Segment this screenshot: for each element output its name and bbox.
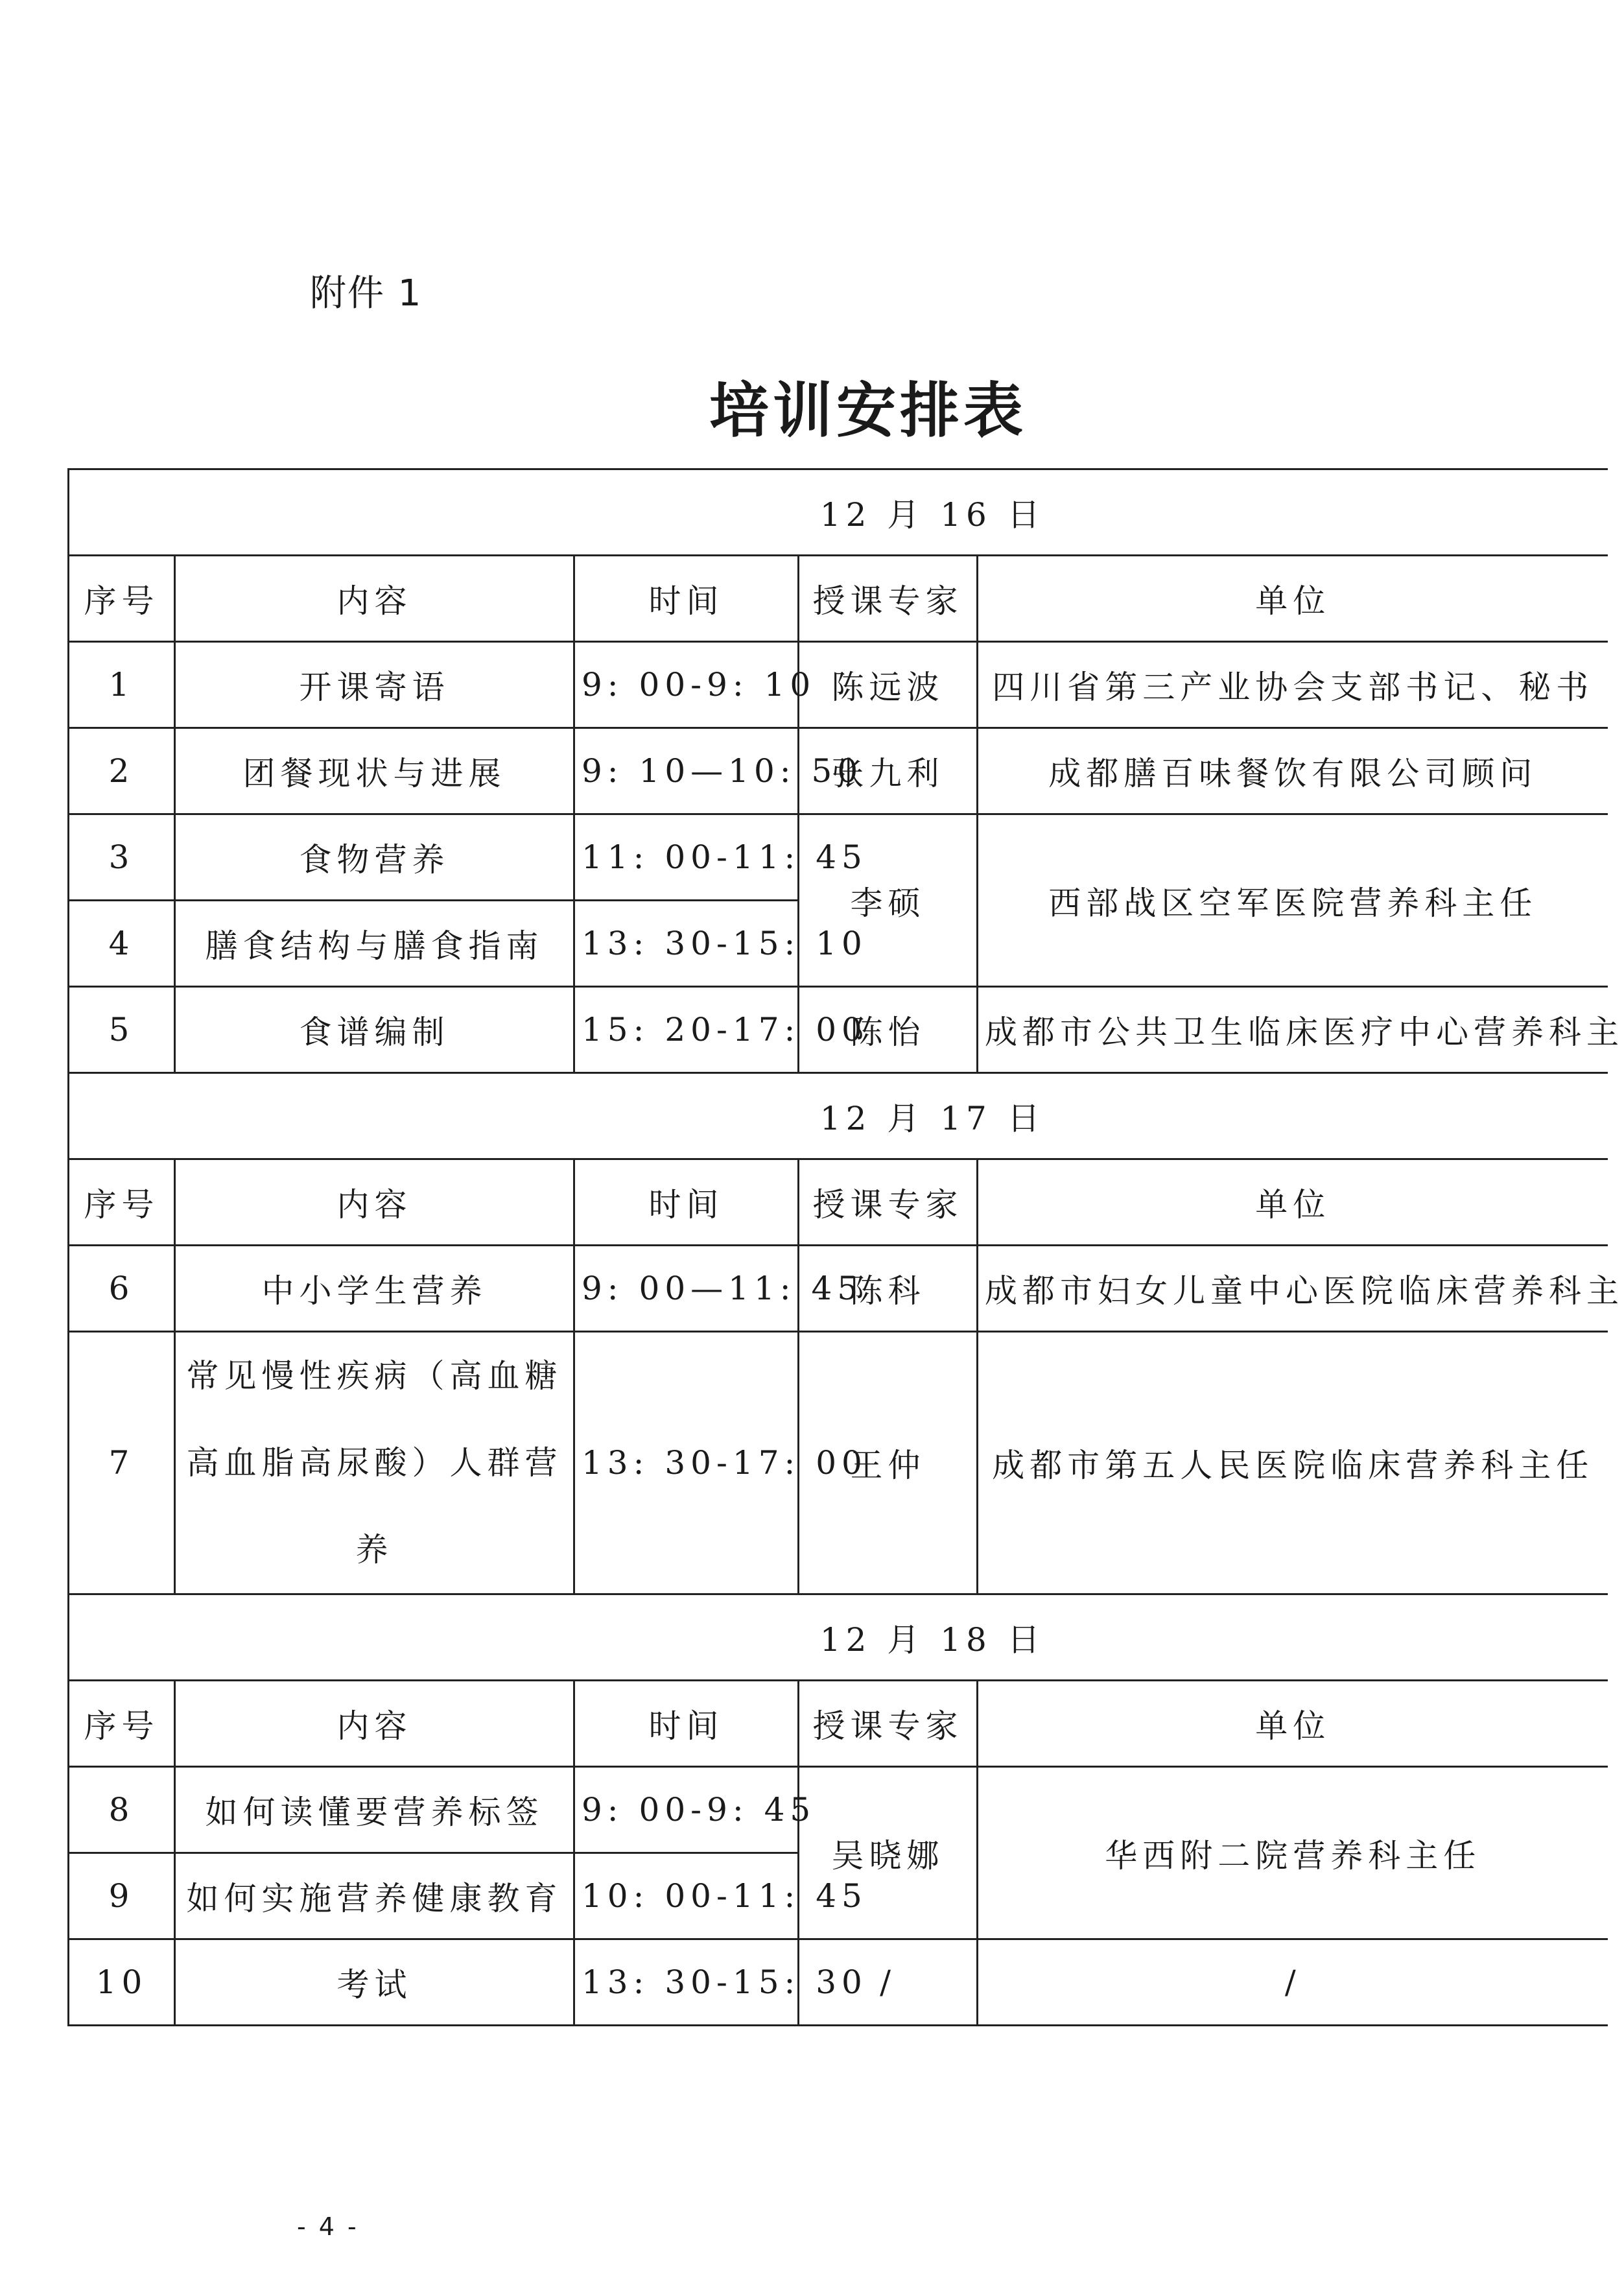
header-no: 序号 <box>69 556 175 642</box>
header-time: 时间 <box>574 556 799 642</box>
table-row <box>69 1246 1608 1332</box>
cell-unit: 华西附二院营养科主任 <box>978 1767 1608 1939</box>
header-no: 序号 <box>69 1159 175 1246</box>
table-row <box>69 1332 1608 1594</box>
header-content: 内容 <box>175 1159 574 1246</box>
date-cell: 12 月 16 日 <box>69 469 1608 556</box>
header-expert: 授课专家 <box>799 1159 978 1246</box>
cell-no: 7 <box>69 1332 175 1594</box>
header-content: 内容 <box>175 556 574 642</box>
attachment-label: 附件 1 <box>310 272 423 314</box>
cell-time: 13: 30-15: 30 <box>574 1939 799 2026</box>
cell-time: 10: 00-11: 45 <box>574 1853 799 1939</box>
cell-time: 11: 00-11: 45 <box>574 814 799 901</box>
cell-time: 15: 20-17: 00 <box>574 987 799 1073</box>
cell-time: 13: 30-17: 00 <box>574 1332 799 1594</box>
header-time: 时间 <box>574 1681 799 1767</box>
cell-time: 13: 30-15: 10 <box>574 901 799 987</box>
cell-content: 如何实施营养健康教育 <box>175 1853 574 1939</box>
page-number: - 4 - <box>297 2212 359 2241</box>
cell-expert: 张九利 <box>799 728 978 814</box>
cell-content: 如何读懂要营养标签 <box>175 1767 574 1853</box>
cell-content: 考试 <box>175 1939 574 2026</box>
cell-time: 9: 00-9: 45 <box>574 1767 799 1853</box>
date-cell: 12 月 18 日 <box>69 1594 1608 1681</box>
cell-expert: 陈远波 <box>799 642 978 728</box>
cell-time: 9: 10—10: 50 <box>574 728 799 814</box>
cell-content: 食谱编制 <box>175 987 574 1073</box>
date-row <box>69 1073 1608 1159</box>
date-row <box>69 469 1608 556</box>
cell-no: 2 <box>69 728 175 814</box>
table-row <box>69 728 1608 814</box>
header-content: 内容 <box>175 1681 574 1767</box>
cell-unit: 成都市公共卫生临床医疗中心营养科主 <box>978 987 1608 1073</box>
cell-time: 9: 00—11: 45 <box>574 1246 799 1332</box>
cell-expert: 陈怡 <box>799 987 978 1073</box>
cell-unit: 四川省第三产业协会支部书记、秘书 <box>978 642 1608 728</box>
cell-no: 5 <box>69 987 175 1073</box>
table-row <box>69 987 1608 1073</box>
cell-unit: 成都膳百味餐饮有限公司顾问 <box>978 728 1608 814</box>
header-expert: 授课专家 <box>799 556 978 642</box>
cell-unit: 成都市妇女儿童中心医院临床营养科主 <box>978 1246 1608 1332</box>
cell-unit: 成都市第五人民医院临床营养科主任 <box>978 1332 1608 1594</box>
cell-no: 8 <box>69 1767 175 1853</box>
cell-time: 9: 00-9: 10 <box>574 642 799 728</box>
cell-no: 3 <box>69 814 175 901</box>
header-row <box>69 1681 1608 1767</box>
cell-unit: 西部战区空军医院营养科主任 <box>978 814 1608 987</box>
cell-content: 膳食结构与膳食指南 <box>175 901 574 987</box>
table-row <box>69 1939 1608 2026</box>
cell-content: 常见慢性疾病（高血糖高血脂高尿酸）人群营养 <box>175 1332 574 1594</box>
cell-no: 4 <box>69 901 175 987</box>
cell-no: 6 <box>69 1246 175 1332</box>
cell-expert: 王仲 <box>799 1332 978 1594</box>
table-row <box>69 1767 1608 1853</box>
cell-expert: / <box>799 1939 978 2026</box>
header-unit: 单位 <box>978 556 1608 642</box>
date-row <box>69 1594 1608 1681</box>
cell-no: 1 <box>69 642 175 728</box>
cell-unit: / <box>978 1939 1608 2026</box>
cell-content: 团餐现状与进展 <box>175 728 574 814</box>
cell-expert: 李硕 <box>799 814 978 987</box>
date-cell: 12 月 17 日 <box>69 1073 1608 1159</box>
cell-content: 开课寄语 <box>175 642 574 728</box>
header-row <box>69 1159 1608 1246</box>
cell-expert: 陈科 <box>799 1246 978 1332</box>
cell-no: 10 <box>69 1939 175 2026</box>
header-row <box>69 556 1608 642</box>
cell-content: 中小学生营养 <box>175 1246 574 1332</box>
training-schedule-table <box>67 468 1624 2026</box>
cell-expert: 吴晓娜 <box>799 1767 978 1939</box>
header-expert: 授课专家 <box>799 1681 978 1767</box>
document-title: 培训安排表 <box>709 375 1027 445</box>
header-unit: 单位 <box>978 1159 1608 1246</box>
table-row <box>69 814 1608 901</box>
cell-no: 9 <box>69 1853 175 1939</box>
header-unit: 单位 <box>978 1681 1608 1767</box>
header-no: 序号 <box>69 1681 175 1767</box>
table-row <box>69 642 1608 728</box>
cell-content: 食物营养 <box>175 814 574 901</box>
header-time: 时间 <box>574 1159 799 1246</box>
